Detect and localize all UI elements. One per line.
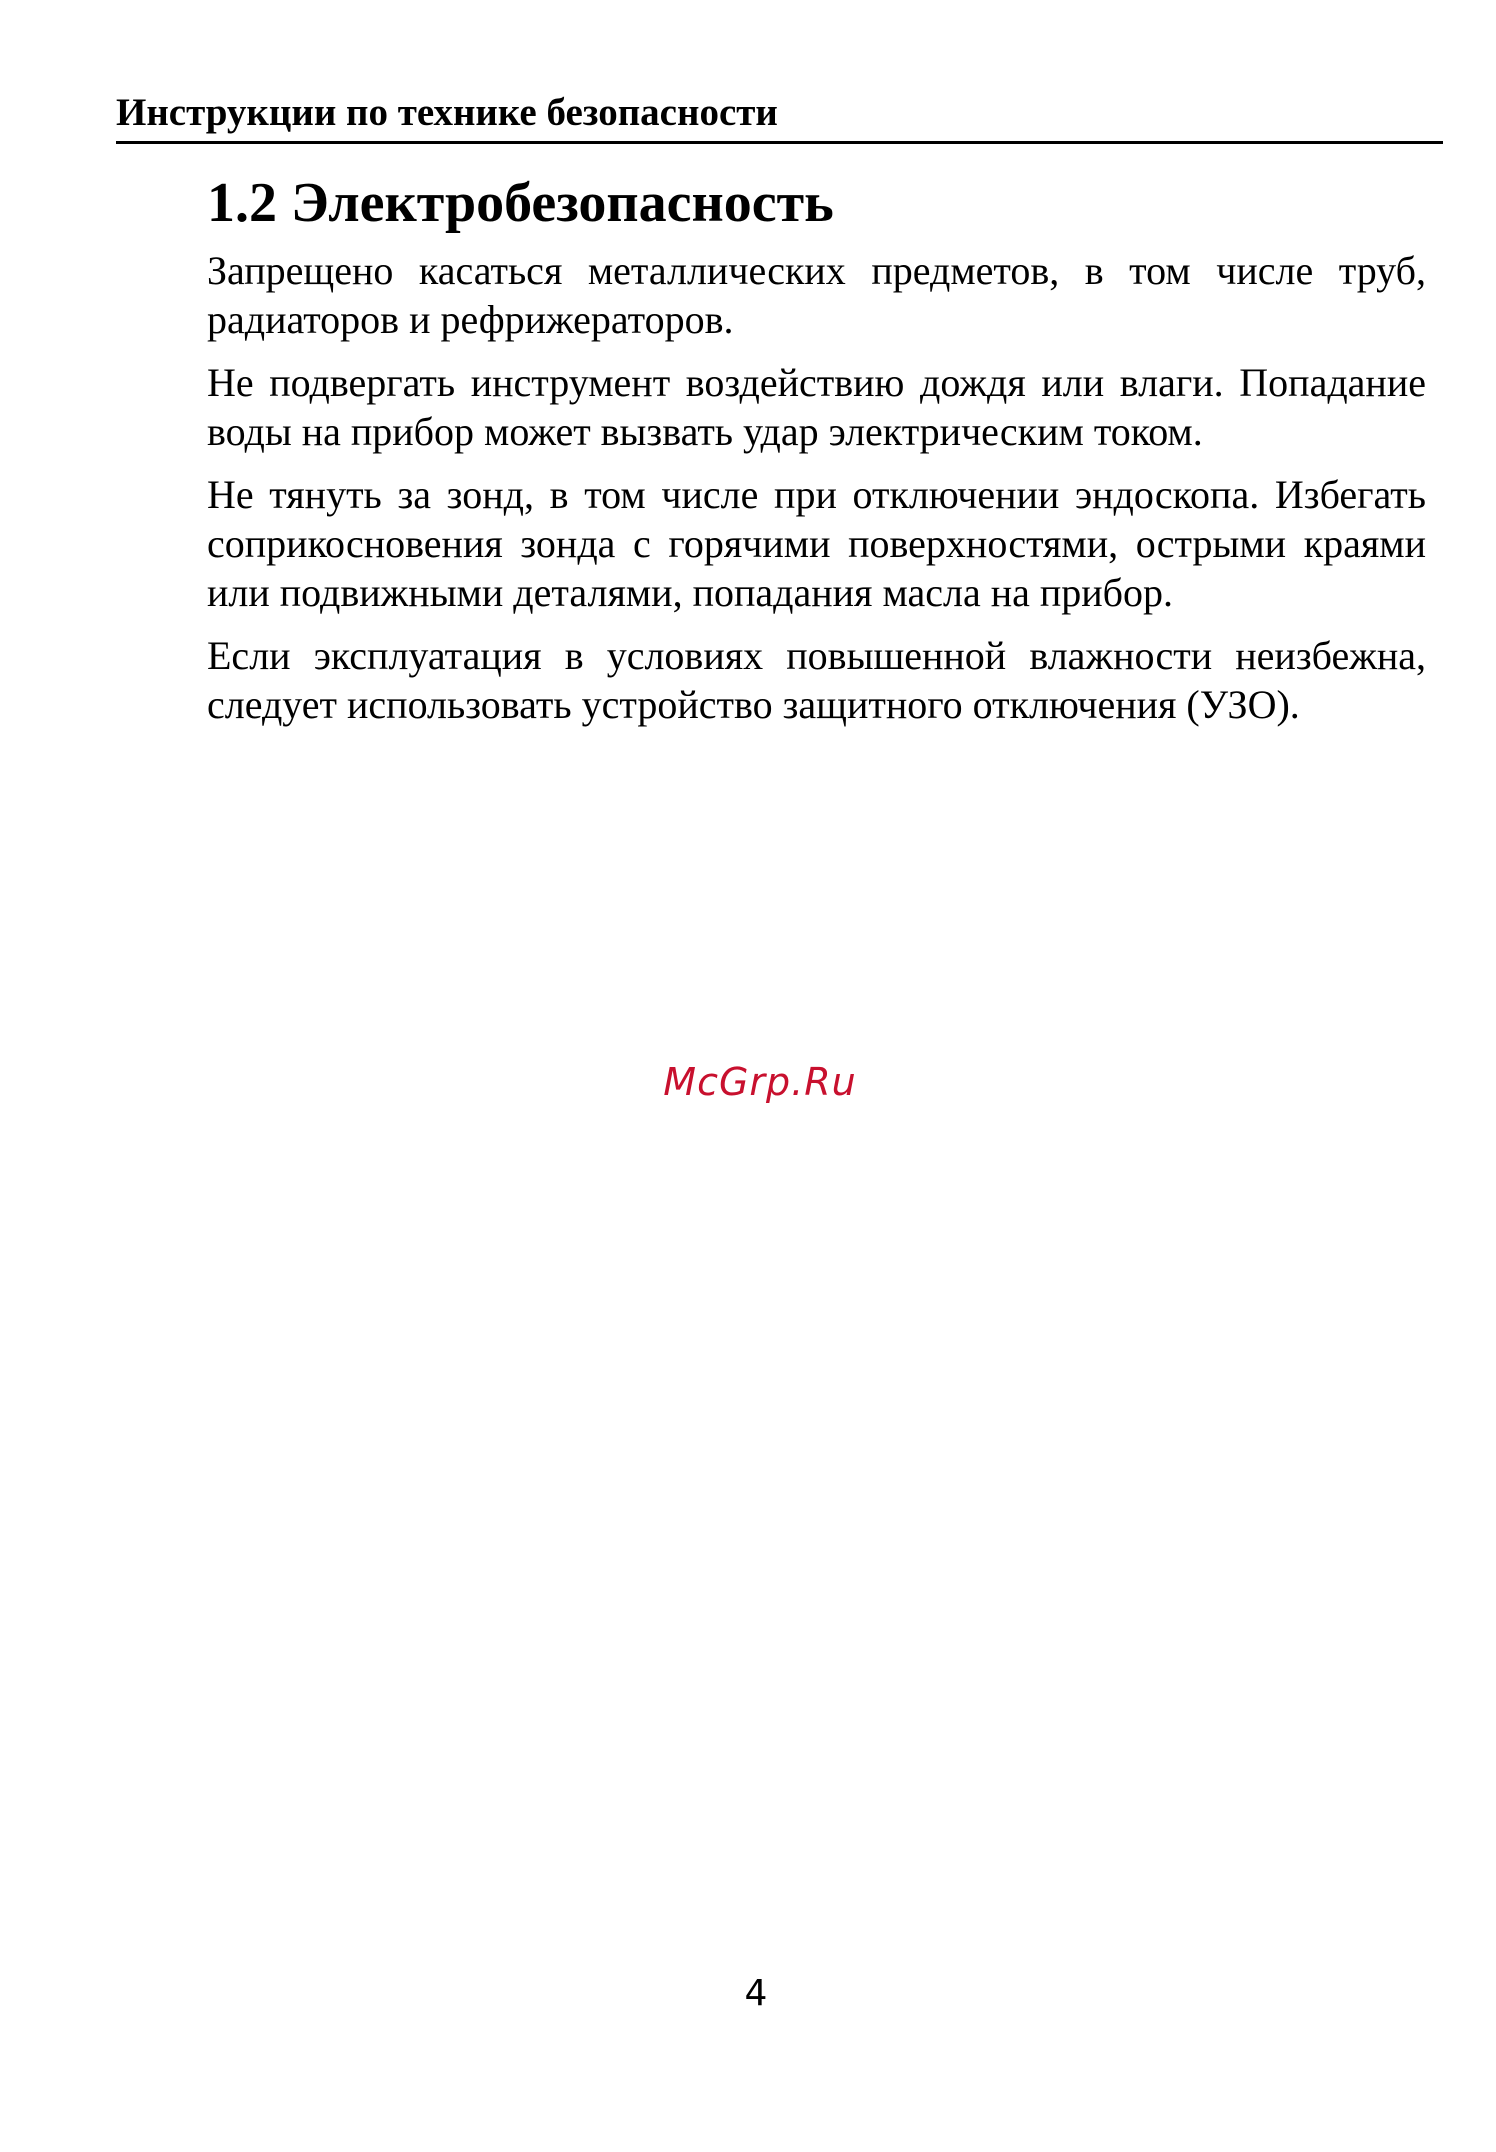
paragraph-rcd: Если эксплуатация в условиях повышенной влажности неизбежна, следует использовать устройство защитного отключения (УЗО). xyxy=(207,633,1426,727)
paragraph-probe-handling: Не тянуть за зонд, в том числе при отключении эндоскопа. Избегать соприкосновения зонда с горячими поверхностями, острыми краями или подвижными деталями, попадания масла на прибор. xyxy=(207,472,1426,615)
page-number: 4 xyxy=(744,1973,768,2014)
section-title: 1.2 Электробезопасность xyxy=(207,172,834,234)
header-divider xyxy=(116,141,1443,144)
running-header: Инструкции по технике безопасности xyxy=(116,91,778,134)
section-body xyxy=(207,246,1426,743)
paragraph-metal-objects: Запрещено касаться металлических предметов, в том числе труб, радиаторов и рефрижераторов. xyxy=(207,248,1426,342)
paragraph-moisture: Не подвергать инструмент воздействию дождя или влаги. Попадание воды на прибор может вызвать удар электрическим током. xyxy=(207,360,1426,454)
watermark-link[interactable]: McGrp.Ru xyxy=(663,1060,857,1104)
